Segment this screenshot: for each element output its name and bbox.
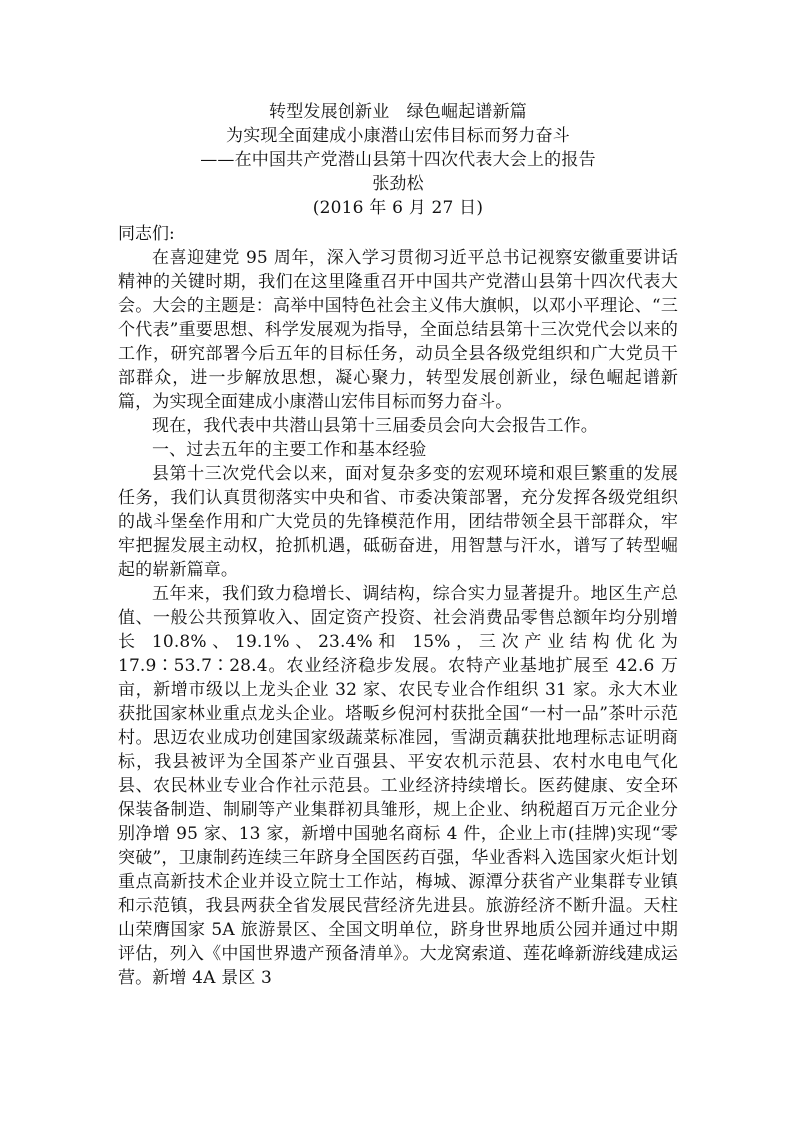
author-name: 张劲松: [372, 174, 424, 194]
paragraph-achievements: 五年来，我们致力稳增长、调结构，综合实力显著提升。地区生产总值、一般公共预算收入、固定资产投资、社会消费品零售总额年均分别增长 10.8%、19.1%、23.4%和 15%，三次产业结构优化为 17.9∶53.7∶28.4。农业经济稳步发展。农特产业基地扩展至 42.6 万亩，新增市级以上龙头企业 32 家、农民专业合作组织 31 家。永大木业获批国家林业重点龙头企业。塔畈乡倪河村获批全国“一村一品”茶叶示范村。思迈农业成功创建国家级蔬菜标准园，雪湖贡藕获批地理标志证明商标，我县被评为全国茶产业百强县、平安农机示范县、农村水电电气化县、农民林业专业合作社示范县。工业经济持续增长。医药健康、安全环保装备制造、制刷等产业集群初具雏形，规上企业、纳税超百万元企业分别净增 95 家、13 家，新增中国驰名商标 4 件，企业上市(挂牌)实现“零突破”，卫康制药连续三年跻身全国医药百强，华业香料入选国家火炬计划重点高新技术企业并设立院士工作站，梅城、源潭分获省产业集群专业镇和示范镇，我县两获全省发展民营经济先进县。旅游经济不断升温。天柱山荣膺国家 5A 旅游景区、全国文明单位，跻身世界地质公园并通过中期评估，列入《中国世界遗产预备清单》。大龙窝索道、莲花峰新游线建成运营。新增 4A 景区 3: [118, 584, 678, 988]
report-title-block: [118, 100, 678, 220]
report-date: (2016 年 6 月 27 日): [312, 198, 484, 218]
occasion-line: ——在中国共产党潜山县第十四次代表大会上的报告: [200, 150, 596, 170]
salutation: 同志们:: [118, 224, 175, 244]
paragraph-opening: 在喜迎建党 95 周年，深入学习贯彻习近平总书记视察安徽重要讲话精神的关键时期，我们在这里隆重召开中国共产党潜山县第十四次代表大会。大会的主题是：高举中国特色社会主义伟大旗帜，以邓小平理论、“三个代表”重要思想、科学发展观为指导，全面总结县第十三次党代会以来的工作，研究部署今后五年的目标任务，动员全县各级党组织和广大党员干部群众，进一步解放思想，凝心聚力，转型发展创新业，绿色崛起谱新篇，为实现全面建成小康潜山宏伟目标而努力奋斗。: [118, 248, 678, 412]
section-heading: 一、过去五年的主要工作和基本经验: [152, 440, 427, 460]
subtitle: 为实现全面建成小康潜山宏伟目标而努力奋斗: [226, 126, 570, 146]
document-page: [118, 100, 678, 990]
main-title: 转型发展创新业 绿色崛起谱新篇: [269, 102, 527, 122]
paragraph-report-intro: 现在，我代表中共潜山县第十三届委员会向大会报告工作。: [152, 416, 598, 436]
paragraph-review: 县第十三次党代会以来，面对复杂多变的宏观环境和艰巨繁重的发展任务，我们认真贯彻落实中央和省、市委决策部署，充分发挥各级党组织的战斗堡垒作用和广大党员的先锋模范作用，团结带领全县干部群众，牢牢把握发展主动权，抢抓机遇，砥砺奋进，用智慧与汗水，谱写了转型崛起的崭新篇章。: [118, 464, 678, 580]
